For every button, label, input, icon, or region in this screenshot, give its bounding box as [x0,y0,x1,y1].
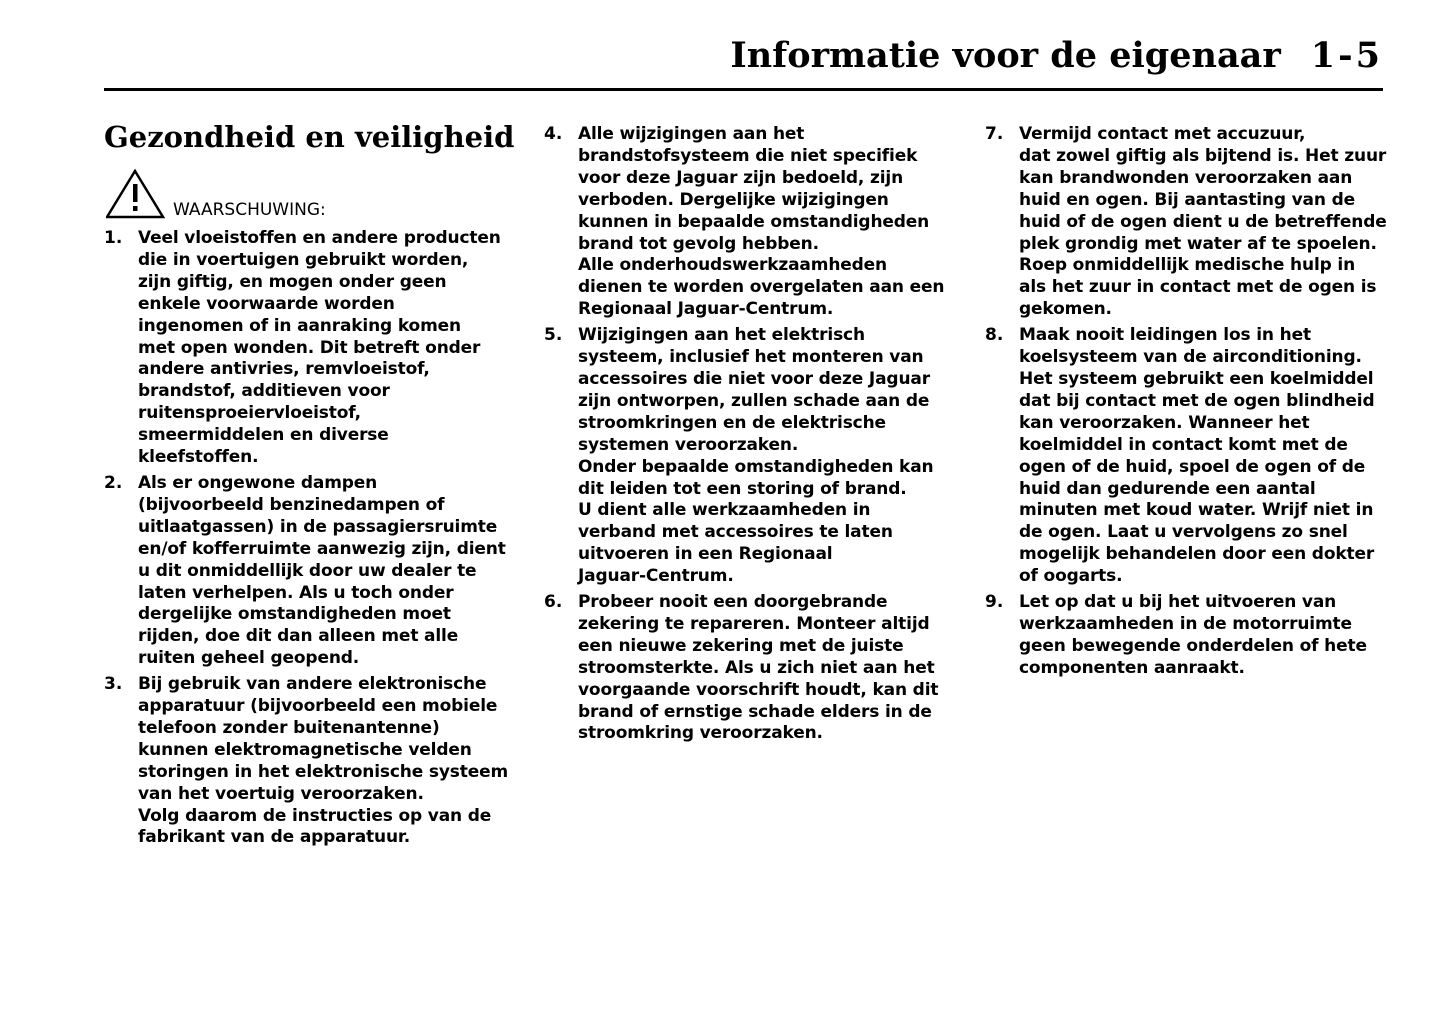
chapter-title: Informatie voor de eigenaar [730,35,1281,76]
list-item-line: verband met accessoires te laten [578,522,893,543]
warning-label: WAARSCHUWING: [173,200,326,220]
list-item [544,325,949,588]
header-rule [104,88,1383,91]
list-item-line: een nieuwe zekering met de juiste [578,635,904,656]
column-1 [104,228,509,853]
list-item-line: Onder bepaalde omstandigheden kan [578,456,934,477]
list-item-line: smeermiddelen en diverse [138,425,389,446]
list-item-line: uitlaatgassen) in de passagiersruimte [138,516,498,537]
list-item-line: of oogarts. [1019,566,1123,587]
warning-triangle-icon [106,168,166,220]
list-item-line: storingen in het elektronische systeem [138,761,509,782]
list-item-number: 1. [104,228,123,248]
list-item-line: huid of de ogen dient u de betreffende [1019,211,1387,232]
list-item-line: U dient alle werkzaamheden in [578,500,871,521]
list-item-line: Het systeem gebruikt een koelmiddel [1019,368,1374,389]
list-item-line: kleefstoffen. [138,447,259,468]
list-item-line: ogen of de huid, spoel de ogen of de [1019,456,1366,477]
list-item-line: verboden. Dergelijke wijzigingen [578,189,889,210]
list-item-line: Wijzigingen aan het elektrisch [578,325,865,346]
list-item-line: rijden, doe dit dan alleen met alle [138,626,459,647]
list-item-line: Alle wijzigingen aan het [578,124,805,144]
list-item-number: 4. [544,124,563,144]
list-item-line: brandstofsysteem die niet specifiek [578,145,918,166]
list-item-line: mogelijk behandelen door een dokter [1019,544,1375,565]
list-item-number: 2. [104,472,123,493]
list-item-line: zekering te repareren. Monteer altijd [578,613,930,634]
list-item-line: Maak nooit leidingen los in het [1019,325,1311,346]
section-title: Gezondheid en veiligheid [104,120,515,154]
list-item-number: 3. [104,674,123,695]
list-item-line: kan veroorzaken. Wanneer het [1019,412,1310,433]
list-item-line: huid en ogen. Bij aantasting van de [1019,189,1355,210]
list-item-line: brand of ernstige schade elders in de [578,701,932,722]
list-item-line: Volg daarom de instructies op van de [138,805,492,826]
list-item-line: dienen te worden overgelaten aan een [578,277,945,298]
list-item [544,124,949,321]
list-item-line: Als er ongewone dampen [138,472,378,493]
list-item [104,473,509,670]
list-item-line: van het voertuig veroorzaken. [138,783,424,804]
list-item-line: Vermijd contact met accuzuur, [1019,124,1306,144]
list-item-line: ruiten geheel geopend. [138,648,360,669]
list-item-line: en/of kofferruimte aanwezig zijn, dient [138,538,506,559]
list-item-line: Veel vloeistoffen en andere producten [138,228,501,248]
list-item-line: stroomkringen en de elektrische [578,412,886,433]
list-item-line: ingenomen of in aanraking komen [138,315,461,336]
list-item-line: als het zuur in contact met de ogen is [1019,277,1377,298]
list-item-line: systemen veroorzaken. [578,434,799,455]
list-item [985,592,1390,680]
list-item-number: 7. [985,124,1004,144]
list-item-line: enkele voorwaarde worden [138,293,395,314]
list-item-line: apparatuur (bijvoorbeeld een mobiele [138,696,498,717]
list-item-line: Let op dat u bij het uitvoeren van [1019,592,1337,613]
list-item-line: uitvoeren in een Regionaal [578,544,833,565]
list-item-line: huid dan gedurende een aantal [1019,478,1316,499]
list-item-line: koelsysteem van de airconditioning. [1019,347,1362,368]
list-item-line: gekomen. [1019,299,1112,320]
list-item-line: brandstof, additieven voor [138,381,390,402]
page-header [730,34,1383,78]
page-number: 1-5 [1310,35,1383,76]
list-item-line: Jaguar-Centrum. [578,566,734,587]
list-item-line: werkzaamheden in de motorruimte [1019,613,1352,634]
list-item-line: Roep onmiddellijk medische hulp in [1019,255,1356,276]
list-item-line: telefoon zonder buitenantenne) [138,717,440,738]
list-item [985,325,1390,588]
list-item-line: dergelijke omstandigheden moet [138,604,451,625]
list-item [985,124,1390,321]
list-item-line: zijn ontworpen, zullen schade aan de [578,390,930,411]
list-item-line: brand tot gevolg hebben. [578,233,819,254]
column-2 [544,124,949,749]
list-item-line: koelmiddel in contact komt met de [1019,434,1348,455]
list-item-line: Bij gebruik van andere elektronische [138,674,487,695]
list-item-line: voorgaande voorschrift houdt, kan dit [578,679,939,700]
list-item [104,674,509,849]
list-item-line: u dit onmiddellijk door uw dealer te [138,560,477,581]
list-item-line: zijn giftig, en mogen onder geen [138,271,447,292]
list-item-line: de ogen. Laat u vervolgens zo snel [1019,522,1348,543]
list-item-line: stroomkring veroorzaken. [578,723,823,744]
list-item-line: (bijvoorbeeld benzinedampen of [138,494,445,515]
list-item-line: componenten aanraakt. [1019,657,1245,678]
list-item-number: 8. [985,325,1004,346]
list-item-line: systeem, inclusief het monteren van [578,347,924,368]
list-item-line: kan brandwonden veroorzaken aan [1019,167,1353,188]
list-item-line: accessoires die niet voor deze Jaguar [578,368,930,389]
list-item-line: ruitensproeiervloeistof, [138,403,361,424]
list-item-number: 6. [544,592,563,613]
list-item-line: die in voertuigen gebruikt worden, [138,249,469,270]
list-item-line: met open wonden. Dit betreft onder [138,337,481,358]
list-item-line: Regionaal Jaguar-Centrum. [578,299,834,320]
list-item [544,592,949,745]
list-item-line: minuten met koud water. Wrijf niet in [1019,500,1374,521]
list-item-number: 9. [985,592,1004,613]
list-item-line: Probeer nooit een doorgebrande [578,592,888,613]
list-item-line: fabrikant van de apparatuur. [138,827,411,848]
list-item-line: andere antivries, remvloeistof, [138,359,430,380]
list-item-line: voor deze Jaguar zijn bedoeld, zijn [578,167,904,188]
list-item-line: stroomsterkte. Als u zich niet aan het [578,657,935,678]
list-item-number: 5. [544,325,563,346]
list-item-line: dat bij contact met de ogen blindheid [1019,390,1375,411]
list-item-line: Alle onderhoudswerkzaamheden [578,255,888,276]
list-item [104,228,509,469]
list-item-line: plek grondig met water af te spoelen. [1019,233,1377,254]
list-item-line: geen bewegende onderdelen of hete [1019,635,1367,656]
list-item-line: kunnen in bepaalde omstandigheden [578,211,930,232]
list-item-line: kunnen elektromagnetische velden [138,739,472,760]
list-item-line: laten verhelpen. Als u toch onder [138,582,454,603]
column-3 [985,124,1390,684]
list-item-line: dat zowel giftig als bijtend is. Het zuur [1019,145,1387,166]
list-item-line: dit leiden tot een storing of brand. [578,478,907,499]
